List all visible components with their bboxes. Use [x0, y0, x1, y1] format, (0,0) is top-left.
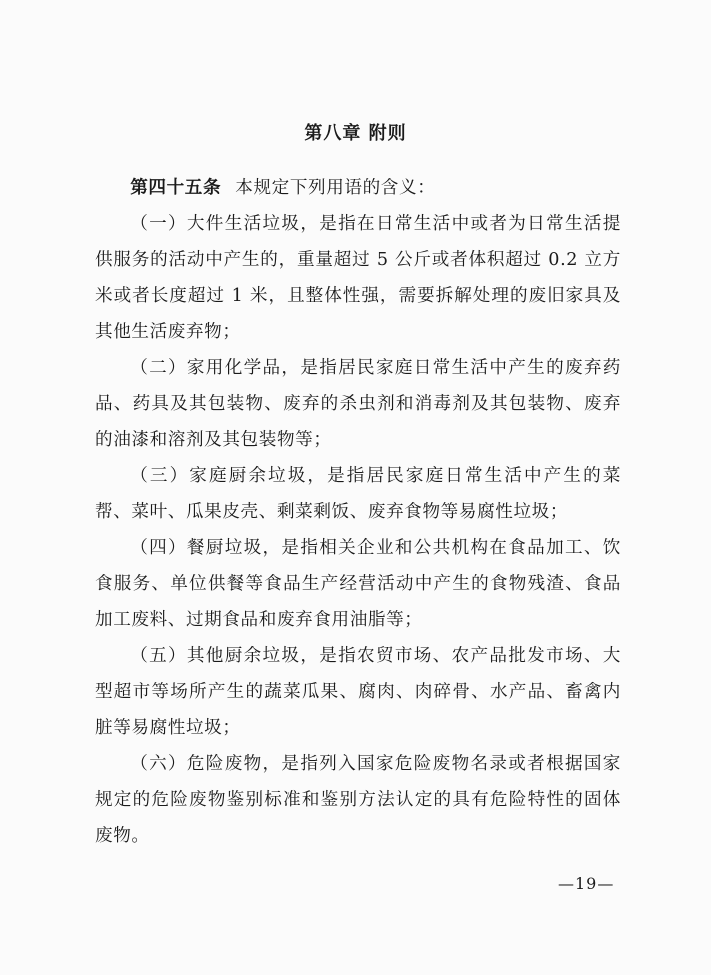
article-paragraph — [95, 170, 621, 206]
article-label: 第四十五条 — [130, 178, 222, 198]
definition-3: （三）家庭厨余垃圾，是指居民家庭日常生活中产生的菜帮、菜叶、瓜果皮壳、剩菜剩饭、废弃食物等易腐性垃圾； — [95, 466, 621, 522]
definition-2: （二）家用化学品，是指居民家庭日常生活中产生的废弃药品、药具及其包装物、废弃的杀虫剂和消毒剂及其包装物、废弃的油漆和溶剂及其包装物等； — [95, 358, 621, 450]
definition-4: （四）餐厨垃圾，是指相关企业和公共机构在食品加工、饮食服务、单位供餐等食品生产经营活动中产生的食物残渣、食品加工废料、过期食品和废弃食用油脂等； — [95, 538, 621, 630]
chapter-title: 第八章 附则 — [304, 123, 407, 144]
document-body — [95, 170, 621, 854]
definition-1: （一）大件生活垃圾，是指在日常生活中或者为日常生活提供服务的活动中产生的，重量超过 5 公斤或者体积超过 0.2 立方米或者长度超过 1 米，且整体性强，需要拆解处理的废旧家具及其他生活废弃物； — [95, 214, 621, 342]
definition-5: （五）其他厨余垃圾，是指农贸市场、农产品批发市场、大型超市等场所产生的蔬菜瓜果、腐肉、肉碎骨、水产品、畜禽内脏等易腐性垃圾； — [95, 646, 621, 738]
page-number: —19— — [558, 874, 615, 893]
article-intro: 本规定下列用语的含义： — [235, 178, 436, 198]
definition-6: （六）危险废物，是指列入国家危险废物名录或者根据国家规定的危险废物鉴别标准和鉴别方法认定的具有危险特性的固体废物。 — [95, 754, 621, 846]
